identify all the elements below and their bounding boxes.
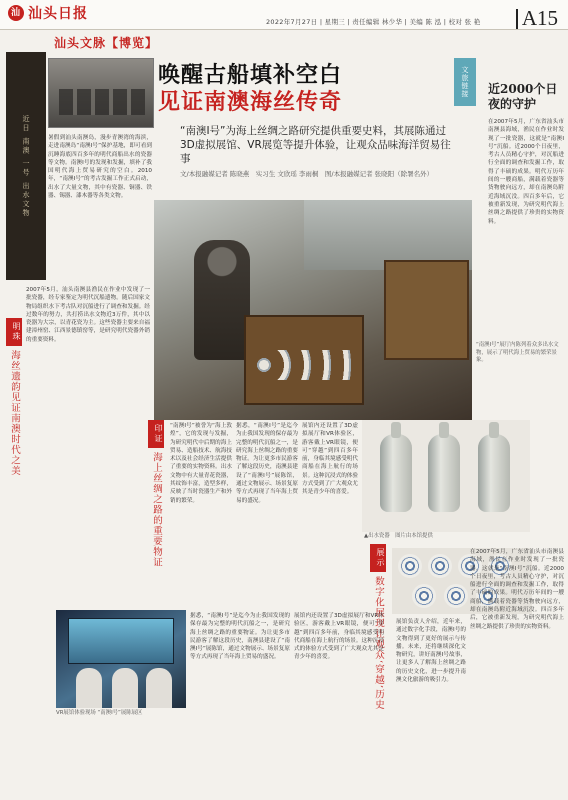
bowl-6 (444, 584, 468, 608)
display-case-right (384, 260, 469, 360)
visitor-1 (76, 668, 102, 708)
middle-column-text-2: 据悉，“南澳Ⅰ号”是迄今为止我国发现的保存最为完整的明代沉船之一，是研究海上丝绸之路的重要物证。为让更多市民游客了解这段历史，南澳县建设了“南澳Ⅰ号”展陈馆，通过文物展示、场景复原等方式再现了当年海上贸易的盛况。 (236, 423, 298, 504)
main-photo-caption: “南澳Ⅰ号”展厅内陈列着众多出水文物，展示了明代海上贸易的繁荣景象。 (476, 342, 559, 363)
section-label-left: 明珠 (6, 318, 22, 346)
visitor-3 (146, 668, 172, 708)
masthead (0, 0, 568, 30)
bowl-2 (428, 554, 452, 578)
left-lower-text: 2007年5月，汕头南澳县渔民在作业中发现了一批瓷器，经专家鉴定为明代沉船遗物。随后国家文物局组织水下考古队对沉船进行了调查和发掘。经过数年的努力，共打捞出水文物近3万件，其中以瓷器为大宗，以青花瓷为主。这些瓷器主要来自福建漳州窑、江西景德镇窑等，是研究明代瓷器外销的重要资料。 (26, 287, 150, 343)
bowl-1 (398, 554, 422, 578)
vr-screen (68, 618, 174, 664)
topic-badge: 文旅链接 (454, 58, 476, 106)
vase-2 (428, 434, 460, 512)
section-title-right: 数字化展现让观众‘穿越’历史 (373, 576, 384, 711)
section-title-left: 海丝遗韵见证南澳时代之美 (9, 350, 20, 476)
vase-caption: ▲出水瓷器 图片由本馆提供 (364, 533, 433, 539)
newspaper-brand (8, 3, 88, 23)
right-column-heading (488, 82, 564, 112)
brand-name: 汕头日报 (28, 6, 88, 22)
vr-experience-photo (56, 610, 186, 708)
byline: 文/本报融媒记者 陈晓燕 实习生 文欣瑶 李雨桐 图/本报融媒记者 张晓阳（除署名外） (180, 170, 434, 178)
vr-photo-caption: VR展馆体验现场 “南澳Ⅰ号”展陈展区 (56, 710, 143, 716)
side-strip-text: 近日 南澳 一号 出水文物 (22, 114, 30, 218)
vase-3 (478, 434, 510, 512)
diver-statue (194, 240, 250, 360)
right-column-title: 近2000个日夜的守护 (488, 82, 558, 111)
bowl-artifacts (254, 350, 354, 380)
page-number: A15 (521, 6, 558, 30)
headline (158, 62, 458, 116)
vase-photo (362, 420, 530, 532)
middle-column-text-3: 展馆内还设置了3D虚拟展厅和VR体验区，游客戴上VR眼镜，便可“穿越”到四百多年前，身临其境感受明代商船在海上航行的场景。这种沉浸式的体验方式受到了广大观众尤其是青少年的喜爱。 (302, 423, 358, 496)
vase-1 (380, 434, 412, 512)
deck-summary: “南澳Ⅰ号”为海上丝绸之路研究提供重要史料，其展陈通过3D虚拟展馆、VR展览等提升体验，让观众品味海洋贸易往事 (180, 125, 451, 165)
brand-logo-icon: 汕 (8, 5, 24, 21)
section-banner (54, 30, 294, 52)
lower-text-b: 展馆内还设置了3D虚拟展厅和VR体验区，游客戴上VR眼镜，便可“穿越”到四百多年前，身临其境感受明代商船在海上航行的场景。这种沉浸式的体验方式受到了广大观众尤其是青少年的喜爱。 (294, 613, 384, 661)
lower-text-c: 展馆负责人介绍，近年来，通过数字化手段，南澳Ⅰ号的文物得到了更好的展示与传播。未来，还将继续深化文物研究，讲好南澳Ⅰ号故事，让更多人了解海上丝绸之路的历史文化，进一步提升南澳文化旅游的吸引力。 (396, 619, 466, 684)
bowl-5 (412, 584, 436, 608)
section-label-right: 展示 (370, 544, 386, 572)
visitor-2 (112, 668, 138, 708)
side-photo-strip (6, 52, 46, 280)
headline-line-1: 唤醒古船填补空白 (158, 62, 343, 88)
artifact-shelf-photo (48, 58, 154, 128)
section-title-mid: 海上丝绸之路的重要物证 (151, 452, 162, 568)
main-exhibit-photo (154, 200, 472, 420)
headline-line-2: 见证南澳海丝传奇 (158, 89, 343, 115)
lower-right-text: 在2007年5月，广东省汕头市南澳县海域，渔民在作业时发现了一批瓷器，这就是“南澳Ⅰ号”沉船。近2000个日夜里，考古人员精心守护，对沉船进行全面的调查和发掘工作，取得了丰硕的成果。明代万历年间的一艘商船，满载着瓷器等货物驶向远方，却在南澳岛附近海域沉没。四百多年后，它被重新发现，为研究明代海上丝绸之路提供了珍贵的实物资料。 (470, 549, 564, 630)
right-column-text: 在2007年5月，广东省汕头市南澳县海域，渔民在作业时发现了一批瓷器，这就是“南澳Ⅰ号”沉船。近2000个日夜里，考古人员精心守护，对沉船进行全面的调查和发掘工作，取得了丰硕的成果。明代万历年间的一艘商船，满载着瓷器等货物驶向远方，却在南澳岛附近海域沉没。四百多年后，它被重新发现，为研究明代海上丝绸之路提供了珍贵的实物资料。 (488, 119, 564, 225)
section-title: 汕头文脉【博览】 (54, 36, 159, 50)
middle-column-text-1: “南澳Ⅰ号”被誉为“海上敦煌”，它的发现与发掘，为研究明代中后期的海上贸易、造船技术、航海技术以及社会经济生活提供了重要的实物资料。出水文物中有大量青花瓷器，其纹饰丰富，造型多样，反映了当时瓷器生产和外销的繁荣。 (170, 423, 232, 504)
lower-text-a: 据悉，“南澳Ⅰ号”是迄今为止我国发现的保存最为完整的明代沉船之一，是研究海上丝绸之路的重要物证。为让更多市民游客了解这段历史，南澳县建设了“南澳Ⅰ号”展陈馆，通过文物展示、场景复原等方式再现了当年海上贸易的盛况。 (190, 613, 290, 661)
section-label-mid: 印证 (148, 420, 164, 448)
date-line: 2022年7月27日 | 星期三 | 责任编辑 林少华 | 美编 陈 泓 | 校对 张 艳 (266, 18, 481, 26)
intro-text: 暑假到汕头南澳岛，漫步青澳湾的海滨，走进南澳岛“南澳Ⅰ号”保护基地，即可看到沉睡海底四百多年的明代商船出水的瓷器等文物。南澳Ⅰ号的发现和发掘，填补了我国明代海上贸易研究的空白。2010年，“南澳Ⅰ号”的考古发掘工作正式启动，出水了大量文物，其中有瓷器、铜器、铁器、锡器、漆木器等各类文物。 (48, 135, 152, 200)
